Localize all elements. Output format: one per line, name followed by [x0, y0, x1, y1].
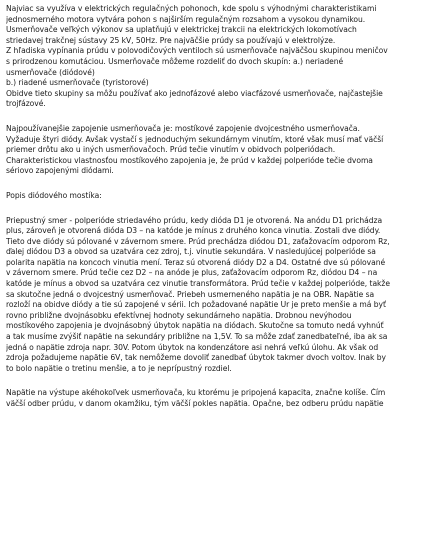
paragraph-spacer — [6, 202, 428, 216]
paragraph-spacer — [6, 177, 428, 191]
text-line: zdroja požadujeme napätie 6V, tak nemôžeme dovoliť zanedbať úbytok takmer dvoch voltov. Inak by — [6, 353, 386, 363]
text-line: Najviac sa využíva v elektrických regulačných pohonoch, kde spolu s výhodnými charakteristikami — [6, 4, 377, 13]
text-line: Obidve tieto skupiny sa môžu používať ako jednofázové alebo viacfázové usmerňovače, najčastejšie — [6, 88, 383, 98]
text-line: v závernom smere. Prúd tečie cez D2 – na anóde je plus, zaťažovacím odporom Rz, diódou D4 – na — [6, 268, 378, 278]
text-line: plus, zároveň je otvorená dióda D3 – na katóde je mínus z druhého konca vinutia. Zostali dve diódy. — [6, 226, 381, 236]
text-line: usmerňovače (diódové) — [6, 67, 95, 77]
text-line: mostíkového zapojenia je dvojnásobný úbytok napätia na diódach. Skutočne sa tomuto nedá vyhnúť — [6, 321, 384, 331]
text-line: katóde je mínus a obvod sa uzatvára cez vinutie transformátora. Prúd tečie v každej polperióde, takže — [6, 279, 390, 289]
text-line: b.) riadené usmerňovače (tyristorové) — [6, 78, 149, 88]
paragraph-output — [6, 388, 428, 409]
text-line: Napätie na výstupe akéhokoľvek usmerňovača, ku ktorému je pripojená kapacita, značne kolíše. Čím — [6, 388, 386, 398]
text-line: Z hľadiska vypínania prúdu v polovodičových ventiloch sú usmerňovače najväčšou skupinou meničov — [6, 46, 388, 56]
text-line: sa skutočne jedná o dvojcestný usmerňovač. Priebeh usmerneného napätia je na OBR. Napätie sa — [6, 289, 375, 299]
text-line: rovno približne dvojnásobku efektívnej hodnoty sekundárneho napätia. Drobnou nevýhodou — [6, 310, 352, 320]
text-line: jednosmerného motora vytvára pohon s najširším regulačným rozsahom a vysokou dynamikou. — [6, 14, 366, 24]
text-line: polarita napätia na koncoch vinutia mení. Teraz sú otvorená diódy D2 a D4. Ostatné dve sú pólované — [6, 257, 386, 267]
paragraph-spacer — [6, 110, 428, 124]
section-heading: Popis diódového mostíka: — [6, 190, 102, 200]
paragraph-spacer — [6, 374, 428, 388]
text-line: Usmerňovače veľkých výkonov sa uplatňujú v elektrickej trakcii na elektrických lokomotívach — [6, 25, 357, 35]
text-line: Tieto dve diódy sú pólované v závernom smere. Prúd prechádza diódou D1, zaťažovacím odporom Rz, — [6, 236, 390, 246]
text-line: ďalej diódou D3 a obvod sa uzatvára cez zdroj, t.j. vinutie sekundára. V nasledujúcej polperióde sa — [6, 247, 376, 257]
text-line: a tak musíme zvýšiť napätie na sekundáry približne na 1,5V. To sa môže zdať zanedbateľné, iba ak sa — [6, 332, 388, 342]
text-line: väčší odber prúdu, v danom okamžiku, tým väčší pokles napätia. Opačne, bez odberu prúdu napätie — [6, 399, 384, 408]
text-line: trojfázové. — [6, 99, 46, 109]
paragraph-bridge — [6, 124, 428, 177]
text-line: priemer drôtu ako u iných usmerňovačoch. Prúd tečie vinutím v obidvoch polperiódach. — [6, 145, 336, 155]
paragraph-description — [6, 216, 428, 375]
text-line: rozloží na obidve diódy a tie sú zapojené v sérii. Ich požadované napätie Ur je preto menšie a má byť — [6, 300, 386, 310]
text-line: jedná o napätie zdroja napr. 30V. Potom úbytok na kondenzátore asi nehrá veľkú úlohu. Ak však od — [6, 342, 379, 352]
paragraph-intro — [6, 4, 428, 110]
text-line: Najpoužívanejšie zapojenie usmerňovača je: mostíkové zapojenie dvojcestného usmerňovača. — [6, 123, 360, 133]
text-line: Charakteristickou vlastnosťou mostíkového zapojenia je, že prúd v každej polperióde tečie dvoma — [6, 155, 373, 165]
text-line: sériovo zapojenými diódami. — [6, 166, 114, 176]
text-line: s prirodzenou komutáciou. Usmerňovače môžeme rozdeliť do dvoch skupín: a.) neriadené — [6, 56, 344, 66]
text-line: to bolo napätie o tretinu menšie, a to je neprípustný rozdiel. — [6, 363, 232, 373]
text-line: Priepustný smer - polperióde striedavého prúdu, kedy dióda D1 je otvorená. Na anódu D1 prichádza — [6, 215, 383, 225]
text-line: Vyžaduje štyri diódy. Avšak vystačí s jednoduchým sekundárnym vinutím, ktoré však musí mať väčší — [6, 134, 384, 144]
text-line: striedavej trakčnej sústavy 25 kV, 50Hz. Pre najväčšie prúdy sa používajú v elektrolýze. — [6, 35, 336, 45]
